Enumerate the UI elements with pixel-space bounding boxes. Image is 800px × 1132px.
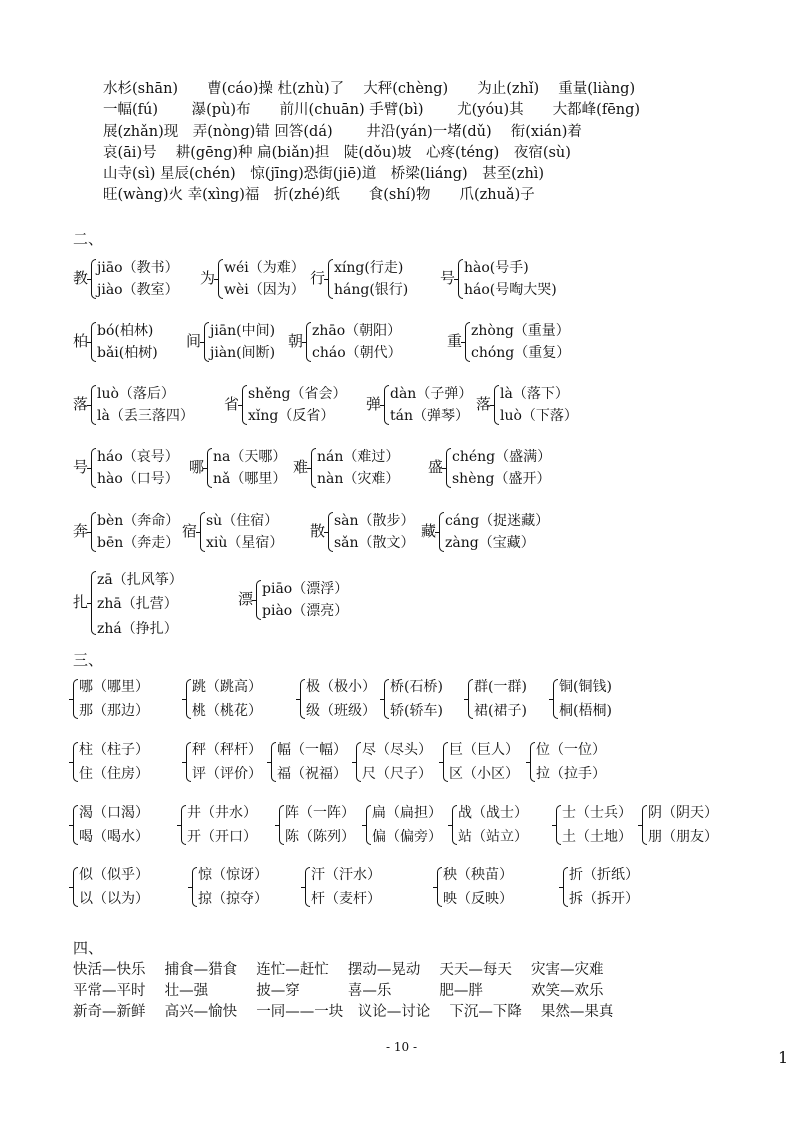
word: 喝（喝水）	[79, 829, 149, 845]
polyphone-char: 奔	[73, 522, 89, 540]
polyphone-char: 难	[293, 458, 309, 476]
brace-icon	[306, 322, 311, 362]
brace-icon	[305, 867, 310, 907]
polyphone-char: 柏	[73, 332, 89, 350]
polyphone-char: 号	[440, 269, 456, 287]
word: 拉（拉手）	[536, 766, 606, 782]
brace-icon	[204, 322, 209, 362]
brace-icon	[328, 512, 333, 552]
word: 尽（尽头）	[362, 742, 432, 758]
word: 哪（哪里）	[79, 679, 149, 695]
reading: nán（难过）	[317, 449, 400, 465]
brace-icon	[439, 512, 444, 552]
pinyin-line-5: 山寺(sì) 星辰(chén) 惊(jīng)恐街(jiē)道 桥梁(liáng) 甚至(zhì)	[103, 166, 545, 182]
polyphone-char: 弹	[366, 395, 382, 413]
word: 映（反映）	[443, 891, 513, 907]
word: 汗（汗水）	[311, 867, 381, 883]
polyphone-char: 落	[476, 395, 492, 413]
reading: luò（下落）	[500, 408, 578, 424]
word: 那（那边）	[79, 703, 149, 719]
reading: jiāo（教书）	[97, 260, 179, 276]
reading: sù（住宿）	[206, 513, 279, 529]
brace-icon	[468, 679, 473, 719]
reading: zhāo（朝阳）	[312, 323, 402, 339]
reading: wéi（为难）	[224, 260, 305, 276]
word: 以（以为）	[79, 891, 149, 907]
brace-icon	[73, 742, 78, 782]
reading: xǐng（反省）	[248, 408, 335, 424]
brace-icon	[530, 742, 535, 782]
word: 阴（阴天）	[648, 805, 718, 821]
reading: háo（哀号）	[97, 449, 179, 465]
section3-label: 三、	[73, 651, 104, 669]
word: 轿(轿车)	[390, 703, 443, 719]
reading: sàn（散步）	[334, 513, 415, 529]
reading: là（丢三落四）	[97, 408, 194, 424]
reading: zā（扎风筝）	[97, 572, 183, 588]
word: 桥(石桥)	[390, 679, 443, 695]
polyphone-char: 扎	[73, 593, 89, 611]
reading: cháo（朝代）	[312, 345, 402, 361]
reading: zhā（扎营）	[97, 596, 178, 612]
reading: bēn（奔走）	[97, 535, 180, 551]
word: 杆（麦杆）	[311, 891, 381, 907]
word: 幅（一幅）	[277, 742, 347, 758]
reading: bó(柏林)	[97, 323, 154, 339]
reading: jiào（教室）	[97, 282, 179, 298]
word: 开（开口）	[187, 829, 257, 845]
brace-icon	[553, 679, 558, 719]
pinyin-line-1: 水杉(shān) 曹(cáo)操 杜(zhù)了 大秤(chèng) 为止(zhǐ) 重量(liàng)	[103, 81, 636, 97]
reading: hào(号手)	[464, 260, 529, 276]
reading: piāo（漂浮）	[262, 581, 349, 597]
brace-icon	[328, 259, 333, 299]
brace-icon	[563, 867, 568, 907]
word: 桃（桃花）	[192, 703, 262, 719]
brace-icon	[443, 742, 448, 782]
brace-icon	[91, 571, 96, 635]
word: 跳（跳高）	[192, 679, 262, 695]
brace-icon	[200, 512, 205, 552]
reading: dàn（子弹）	[390, 386, 473, 402]
pinyin-line-6: 旺(wàng)火 幸(xìng)福 折(zhé)纸 食(shí)物 爪(zhuǎ)子	[103, 187, 535, 203]
reading: zàng（宝藏）	[445, 535, 535, 551]
reading: na（天哪）	[213, 449, 287, 465]
brace-icon	[91, 448, 96, 488]
word: 似（似乎）	[79, 867, 149, 883]
word: 偏（偏旁）	[372, 829, 442, 845]
brace-icon	[300, 679, 305, 719]
brace-icon	[218, 259, 223, 299]
word: 秤（秤杆）	[192, 742, 262, 758]
reading: xiù（星宿）	[206, 535, 284, 551]
polyphone-char: 间	[186, 332, 202, 350]
brace-icon	[207, 448, 212, 488]
pinyin-line-2: 一幅(fú) 瀑(pù)布 前川(chuān) 手臂(bì) 尤(yóu)其 大都峰(fēng)	[103, 102, 641, 118]
brace-icon	[311, 448, 316, 488]
reading: tán（弹琴）	[390, 408, 469, 424]
reading: háo(号啕大哭)	[464, 282, 557, 298]
brace-icon	[73, 867, 78, 907]
brace-icon	[73, 805, 78, 845]
reading: chéng（盛满）	[452, 449, 552, 465]
synonym-line-3: 新奇—新鲜 高兴—愉快 一同——一块 议论—讨论 下沉—下降 果然—果真	[73, 1004, 614, 1020]
page-number: - 10 -	[386, 1040, 418, 1054]
word: 柱（柱子）	[79, 742, 149, 758]
section4-label: 四、	[73, 939, 104, 957]
word: 评（评价）	[192, 766, 262, 782]
brace-icon	[279, 805, 284, 845]
word: 福（祝福）	[277, 766, 347, 782]
word: 掠（掠夺）	[198, 891, 268, 907]
brace-icon	[384, 385, 389, 425]
word: 扁（扁担）	[372, 805, 442, 821]
polyphone-char: 省	[224, 395, 240, 413]
word: 井（井水）	[187, 805, 257, 821]
word: 巨（巨人）	[449, 742, 519, 758]
polyphone-char: 散	[310, 522, 326, 540]
brace-icon	[91, 322, 96, 362]
brace-icon	[446, 448, 451, 488]
word: 折（折纸）	[569, 867, 639, 883]
brace-icon	[186, 742, 191, 782]
brace-icon	[242, 385, 247, 425]
brace-icon	[384, 679, 389, 719]
word: 土（土地）	[562, 829, 632, 845]
brace-icon	[452, 805, 457, 845]
brace-icon	[556, 805, 561, 845]
polyphone-char: 教	[73, 269, 89, 287]
brace-icon	[91, 512, 96, 552]
polyphone-char: 行	[310, 269, 326, 287]
brace-icon	[642, 805, 647, 845]
polyphone-char: 藏	[421, 522, 437, 540]
reading: bèn（奔命）	[97, 513, 180, 529]
brace-icon	[465, 322, 470, 362]
reading: cáng（捉迷藏）	[445, 513, 550, 529]
word: 桐(梧桐)	[559, 703, 612, 719]
brace-icon	[73, 679, 78, 719]
reading: xíng(行走)	[334, 260, 404, 276]
reading: shěng（省会）	[248, 386, 347, 402]
reading: là（落下）	[500, 386, 569, 402]
reading: sǎn（散文）	[334, 535, 415, 551]
pinyin-line-4: 哀(āi)号 耕(gēng)种 扁(biǎn)担 陡(dǒu)坡 心疼(téng) 夜宿(sù)	[103, 145, 571, 161]
reading: piào（漂亮）	[262, 603, 349, 619]
word: 惊（惊讶）	[198, 867, 268, 883]
word: 朋（朋友）	[648, 829, 718, 845]
brace-icon	[458, 259, 463, 299]
reading: shèng（盛开）	[452, 471, 551, 487]
word: 站（站立）	[458, 829, 528, 845]
word: 级（班级）	[306, 703, 376, 719]
word: 位（一位）	[536, 742, 606, 758]
polyphone-char: 漂	[238, 590, 254, 608]
brace-icon	[181, 805, 186, 845]
brace-icon	[271, 742, 276, 782]
polyphone-char: 朝	[288, 332, 304, 350]
brace-icon	[186, 679, 191, 719]
brace-icon	[91, 259, 96, 299]
polyphone-char: 号	[73, 458, 89, 476]
reading: jiān(中间)	[210, 323, 276, 339]
brace-icon	[356, 742, 361, 782]
pinyin-line-3: 展(zhǎn)现 弄(nòng)错 回答(dá) 井沿(yán)一堵(dǔ) 衔(xián)着	[103, 124, 582, 140]
synonym-line-2: 平常—平时 壮—强 披—穿 喜—乐 肥—胖 欢笑—欢乐	[73, 983, 604, 999]
word: 士（士兵）	[562, 805, 632, 821]
word: 区（小区）	[449, 766, 519, 782]
reading: hào（口号）	[97, 471, 179, 487]
brace-icon	[192, 867, 197, 907]
brace-icon	[437, 867, 442, 907]
polyphone-char: 为	[200, 269, 216, 287]
word: 尺（尺子）	[362, 766, 432, 782]
word: 秧（秧苗）	[443, 867, 513, 883]
reading: bǎi(柏树)	[97, 345, 158, 361]
word: 极（极小）	[306, 679, 376, 695]
brace-icon	[494, 385, 499, 425]
polyphone-char: 重	[447, 332, 463, 350]
reading: chóng（重复）	[471, 345, 571, 361]
reading: nǎ（哪里）	[213, 471, 287, 487]
reading: zhòng（重量）	[471, 323, 570, 339]
polyphone-char: 宿	[182, 522, 198, 540]
brace-icon	[91, 385, 96, 425]
synonym-line-1: 快活—快乐 捕食—猎食 连忙—赶忙 摆动—晃动 天天—每天 灾害—灾难	[73, 962, 604, 978]
reading: luò（落后）	[97, 386, 175, 402]
word: 拆（拆开）	[569, 891, 639, 907]
word: 裙(裙子)	[474, 703, 527, 719]
word: 战（战士）	[458, 805, 528, 821]
word: 铜(铜钱)	[559, 679, 612, 695]
reading: háng(银行)	[334, 282, 409, 298]
word: 陈（陈列）	[285, 829, 355, 845]
word: 住（住房）	[79, 766, 149, 782]
polyphone-char: 哪	[189, 458, 205, 476]
corner-mark: 1	[778, 1048, 789, 1067]
reading: jiàn(间断)	[210, 345, 276, 361]
section2-label: 二、	[73, 230, 104, 248]
polyphone-char: 盛	[428, 458, 444, 476]
brace-icon	[256, 580, 261, 620]
brace-icon	[366, 805, 371, 845]
word: 阵（一阵）	[285, 805, 355, 821]
reading: zhá（挣扎）	[97, 621, 178, 637]
reading: nàn（灾难）	[317, 471, 400, 487]
reading: wèi（因为）	[224, 282, 305, 298]
polyphone-char: 落	[73, 395, 89, 413]
word: 渴（口渴）	[79, 805, 149, 821]
word: 群(一群)	[474, 679, 527, 695]
